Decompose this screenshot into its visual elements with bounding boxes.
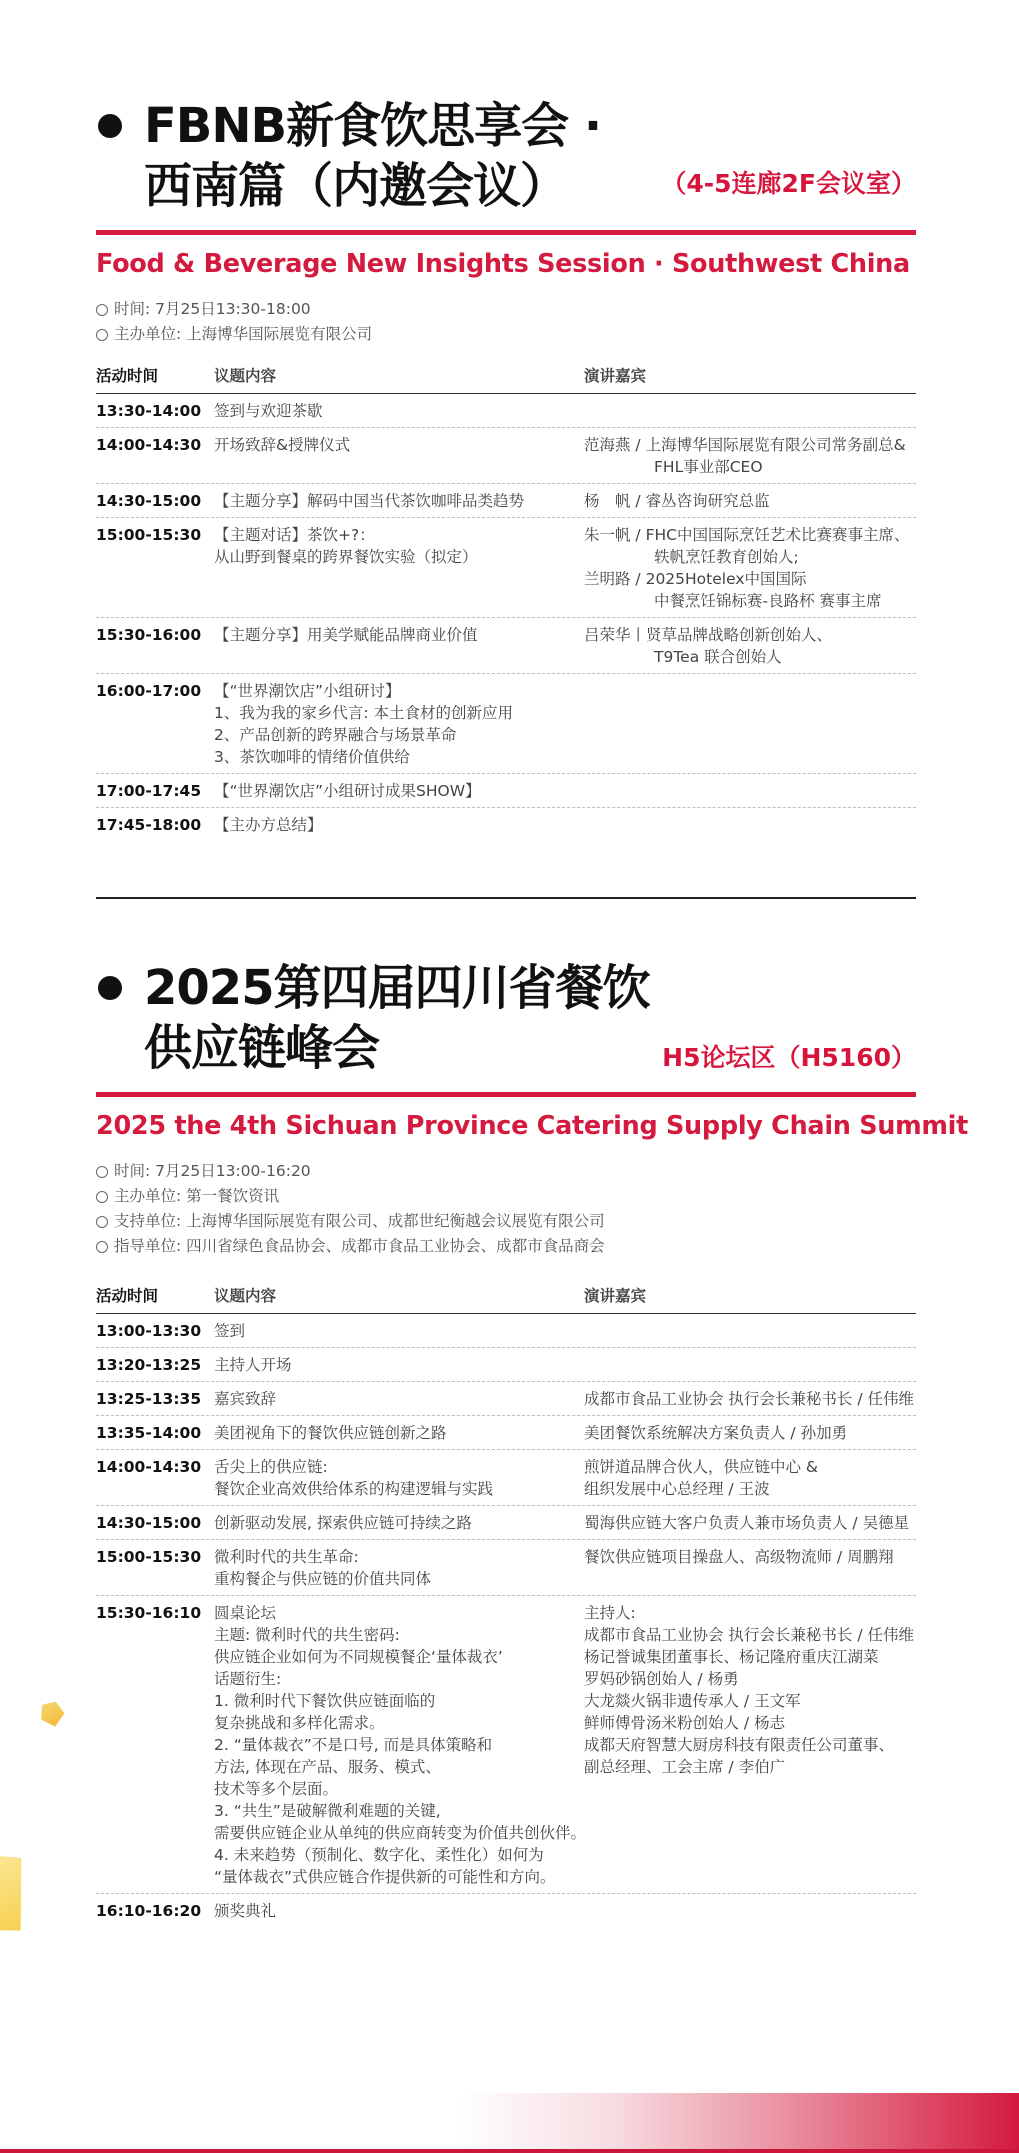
speaker-cell (584, 624, 916, 668)
speaker-line: 兰明路 / 2025Hotelex中国国际 (584, 570, 807, 588)
time-cell: 13:20-13:25 (96, 1356, 202, 1374)
table-row (96, 1506, 916, 1540)
title-line-2: 西南篇（内邀会议） (144, 158, 568, 214)
info-line (96, 1234, 916, 1259)
topic-line: 3. “共生”是破解微利难题的关键, (214, 1802, 441, 1820)
table-body (96, 1314, 916, 1927)
speaker-cell (584, 1422, 916, 1444)
time-cell: 15:00-15:30 (96, 526, 202, 544)
event-info (96, 1159, 916, 1259)
venue-label: （4-5连廊2F会议室） (661, 169, 916, 198)
header-time: 活动时间 (96, 1287, 159, 1305)
table-row (96, 428, 916, 484)
bullet-icon (98, 114, 122, 138)
info-text: 时间: 7月25日13:30-18:00 (114, 300, 311, 318)
speaker-cell (584, 1388, 916, 1410)
speaker-line: FHL事业部CEO (654, 458, 763, 476)
topic-cell (214, 1512, 584, 1534)
topic-line: 4. 未来趋势（预制化、数字化、柔性化）如何为 (214, 1846, 544, 1864)
topic-line: 1、我为我的家乡代言: 本土食材的创新应用 (214, 704, 514, 722)
table-row (96, 1416, 916, 1450)
topic-line: 舌尖上的供应链: (214, 1458, 328, 1476)
title-line-1: 2025第四届四川省餐饮 (144, 960, 650, 1016)
topic-line: 【“世界潮饮店”小组研讨】 (214, 682, 401, 700)
circle-bullet-icon (96, 1191, 108, 1203)
speaker-line: 轶帆烹饪教育创始人; (654, 548, 799, 566)
info-text: 支持单位: 上海博华国际展览有限公司、成都世纪衡越会议展览有限公司 (114, 1212, 605, 1230)
speaker-line: 杨记誉诚集团董事长、杨记隆府重庆江湖菜 (584, 1648, 879, 1666)
topic-cell (214, 434, 584, 478)
section-fbnb (96, 96, 916, 841)
title-line-1: FBNB新食饮思享会 · (144, 98, 602, 154)
topic-cell (214, 1320, 584, 1342)
topic-cell (214, 1388, 584, 1410)
topic-cell (214, 780, 584, 802)
table-row (96, 674, 916, 774)
circle-bullet-icon (96, 1241, 108, 1253)
topic-line: 2. “量体裁衣”不是口号, 而是具体策略和 (214, 1736, 493, 1754)
section-sichuan-summit (96, 958, 969, 1927)
circle-bullet-icon (96, 1166, 108, 1178)
table-row (96, 518, 916, 618)
speaker-cell (584, 780, 916, 802)
topic-cell (214, 814, 584, 836)
topic-line: 餐饮企业高效供给体系的构建逻辑与实践 (214, 1480, 494, 1498)
topic-line: 签到 (214, 1322, 246, 1340)
header-speaker: 演讲嘉宾 (584, 367, 647, 385)
table-row (96, 1314, 916, 1348)
time-cell: 14:00-14:30 (96, 1458, 202, 1476)
circle-bullet-icon (96, 304, 108, 316)
speaker-line: 鲜师傅骨汤米粉创始人 / 杨志 (584, 1714, 786, 1732)
info-text: 时间: 7月25日13:00-16:20 (114, 1162, 311, 1180)
topic-cell (214, 1602, 587, 1888)
speaker-line: 美团餐饮系统解决方案负责人 / 孙加勇 (584, 1424, 848, 1442)
topic-line: 美团视角下的餐饮供应链创新之路 (214, 1424, 447, 1442)
topic-cell (214, 490, 584, 512)
info-line (96, 322, 916, 347)
time-cell: 13:30-14:00 (96, 402, 202, 420)
topic-cell (214, 524, 584, 612)
speaker-cell (584, 1900, 916, 1922)
topic-cell (214, 1354, 584, 1376)
topic-line: 方法, 体现在产品、服务、模式、 (214, 1758, 441, 1776)
topic-line: 【主题对话】茶饮+?： (214, 526, 375, 544)
topic-line: 【主题分享】用美学赋能品牌商业价值 (214, 626, 478, 644)
info-line (96, 297, 916, 322)
speaker-line: 吕荣华丨贤草品牌战略创新创始人、 (584, 626, 833, 644)
topic-line: 2、产品创新的跨界融合与场景革命 (214, 726, 457, 744)
speaker-line: 主持人: (584, 1604, 636, 1622)
topic-line: 技术等多个层面。 (214, 1780, 339, 1798)
time-cell: 15:30-16:00 (96, 626, 202, 644)
speaker-cell (584, 400, 916, 422)
speaker-line: 朱一帆 / FHC中国国际烹饪艺术比赛赛事主席、 (584, 526, 910, 544)
header-topic: 议题内容 (214, 1287, 277, 1305)
table-row (96, 1894, 916, 1927)
title-line-2: 供应链峰会 (144, 1020, 380, 1076)
table-row (96, 774, 916, 808)
speaker-line: 餐饮供应链项目操盘人、高级物流师 / 周鹏翔 (584, 1548, 894, 1566)
time-cell: 13:00-13:30 (96, 1322, 202, 1340)
speaker-cell (584, 1456, 916, 1500)
speaker-line: 中餐烹饪锦标赛-良路杯 赛事主席 (654, 592, 882, 610)
table-row (96, 1450, 916, 1506)
circle-bullet-icon (96, 329, 108, 341)
topic-line: 主题: 微利时代的共生密码: (214, 1626, 400, 1644)
topic-line: 需要供应链企业从单纯的供应商转变为价值共创伙伴。 (214, 1824, 587, 1842)
speaker-line: T9Tea 联合创始人 (654, 648, 782, 666)
speaker-cell (584, 814, 916, 836)
time-cell: 13:25-13:35 (96, 1390, 202, 1408)
speaker-cell (584, 524, 916, 612)
topic-line: 重构餐企与供应链的价值共同体 (214, 1570, 432, 1588)
topic-line: 【“世界潮饮店”小组研讨成果SHOW】 (214, 782, 481, 800)
speaker-cell (584, 680, 916, 768)
info-text: 指导单位: 四川省绿色食品协会、成都市食品工业协会、成都市食品商会 (114, 1237, 605, 1255)
table-row (96, 1348, 916, 1382)
table-header (96, 365, 916, 394)
time-cell: 13:35-14:00 (96, 1424, 202, 1442)
time-cell: 15:00-15:30 (96, 1548, 202, 1566)
topic-line: 圆桌论坛 (214, 1604, 277, 1622)
bullet-icon (98, 976, 122, 1000)
table-row (96, 1382, 916, 1416)
topic-line: 1. 微利时代下餐饮供应链面临的 (214, 1692, 436, 1710)
header-speaker: 演讲嘉宾 (584, 1287, 647, 1305)
speaker-cell (584, 1512, 916, 1534)
speaker-line: 罗妈砂锅创始人 / 杨勇 (584, 1670, 739, 1688)
speaker-line: 成都市食品工业协会 执行会长兼秘书长 / 任伟维 (584, 1390, 915, 1408)
english-title: 2025 the 4th Sichuan Province Catering Supply Chain Summit (96, 1111, 969, 1141)
topic-cell (214, 1456, 584, 1500)
schedule-table (96, 365, 916, 841)
circle-bullet-icon (96, 1216, 108, 1228)
time-cell: 17:00-17:45 (96, 782, 202, 800)
schedule-table (96, 1285, 916, 1927)
section-divider (96, 897, 916, 899)
topic-line: 从山野到餐桌的跨界餐饮实验（拟定） (214, 548, 478, 566)
speaker-line: 副总经理、工会主席 / 李伯广 (584, 1758, 786, 1776)
topic-cell (214, 1900, 584, 1922)
event-info (96, 297, 916, 347)
red-divider (96, 230, 916, 235)
table-row (96, 394, 916, 428)
speaker-cell (584, 1546, 916, 1590)
footer-line (0, 2149, 1019, 2153)
time-cell: 15:30-16:10 (96, 1604, 202, 1622)
table-row (96, 618, 916, 674)
speaker-line: 蜀海供应链大客户负责人兼市场负责人 / 吴德星 (584, 1514, 910, 1532)
speaker-line: 煎饼道品牌合伙人，供应链中心 & (584, 1458, 819, 1476)
header-topic: 议题内容 (214, 367, 277, 385)
topic-line: 供应链企业如何为不同规模餐企‘量体裁衣’ (214, 1648, 503, 1666)
speaker-line: 杨 帆 / 睿丛咨询研究总监 (584, 492, 770, 510)
topic-line: 复杂挑战和多样化需求。 (214, 1714, 385, 1732)
time-cell: 14:30-15:00 (96, 492, 202, 510)
footer-gradient (0, 2093, 1019, 2153)
table-row (96, 1596, 916, 1894)
topic-line: 微利时代的共生革命: (214, 1548, 359, 1566)
info-line (96, 1159, 916, 1184)
table-header (96, 1285, 916, 1314)
topic-line: 3、茶饮咖啡的情绪价值供给 (214, 748, 410, 766)
info-line (96, 1184, 916, 1209)
speaker-line: 成都市食品工业协会 执行会长兼秘书长 / 任伟维 (584, 1626, 915, 1644)
time-cell: 16:00-17:00 (96, 682, 202, 700)
topic-line: 话题衍生: (214, 1670, 282, 1688)
topic-line: 创新驱动发展, 探索供应链可持续之路 (214, 1514, 472, 1532)
speaker-cell (584, 490, 916, 512)
topic-line: “量体裁衣”式供应链合作提供新的可能性和方向。 (214, 1868, 556, 1886)
speaker-line: 组织发展中心总经理 / 王波 (584, 1480, 770, 1498)
header-time: 活动时间 (96, 367, 159, 385)
venue-label: H5论坛区（H5160） (662, 1043, 916, 1072)
info-text: 主办单位: 第一餐饮资讯 (114, 1187, 280, 1205)
table-body (96, 394, 916, 841)
topic-line: 开场致辞&授牌仪式 (214, 436, 351, 454)
topic-cell (214, 1422, 584, 1444)
speaker-line: 大龙燚火锅非遗传承人 / 王文军 (584, 1692, 801, 1710)
topic-line: 【主办方总结】 (214, 816, 323, 834)
topic-line: 签到与欢迎茶歇 (214, 402, 323, 420)
table-row (96, 1540, 916, 1596)
topic-line: 颁奖典礼 (214, 1902, 277, 1920)
decorative-shape (0, 1850, 31, 1934)
time-cell: 14:30-15:00 (96, 1514, 202, 1532)
time-cell: 17:45-18:00 (96, 816, 202, 834)
red-divider (96, 1092, 916, 1097)
table-row (96, 484, 916, 518)
speaker-cell (584, 1320, 916, 1342)
info-line (96, 1209, 916, 1234)
topic-line: 主持人开场 (214, 1356, 292, 1374)
speaker-cell (584, 434, 916, 478)
topic-cell (214, 1546, 584, 1590)
topic-line: 【主题分享】解码中国当代茶饮咖啡品类趋势 (214, 492, 525, 510)
topic-cell (214, 624, 584, 668)
speaker-line: 范海燕 / 上海博华国际展览有限公司常务副总& (584, 436, 906, 454)
topic-line: 嘉宾致辞 (214, 1390, 277, 1408)
speaker-line: 成都天府智慧大厨房科技有限责任公司董事、 (584, 1736, 895, 1754)
table-row (96, 808, 916, 841)
speaker-cell (584, 1354, 916, 1376)
info-text: 主办单位: 上海博华国际展览有限公司 (114, 325, 373, 343)
topic-cell (214, 400, 584, 422)
time-cell: 14:00-14:30 (96, 436, 202, 454)
decorative-shape (37, 1698, 67, 1728)
english-title: Food & Beverage New Insights Session · Southwest China (96, 249, 910, 279)
speaker-cell (584, 1602, 916, 1888)
time-cell: 16:10-16:20 (96, 1902, 202, 1920)
topic-cell (214, 680, 584, 768)
